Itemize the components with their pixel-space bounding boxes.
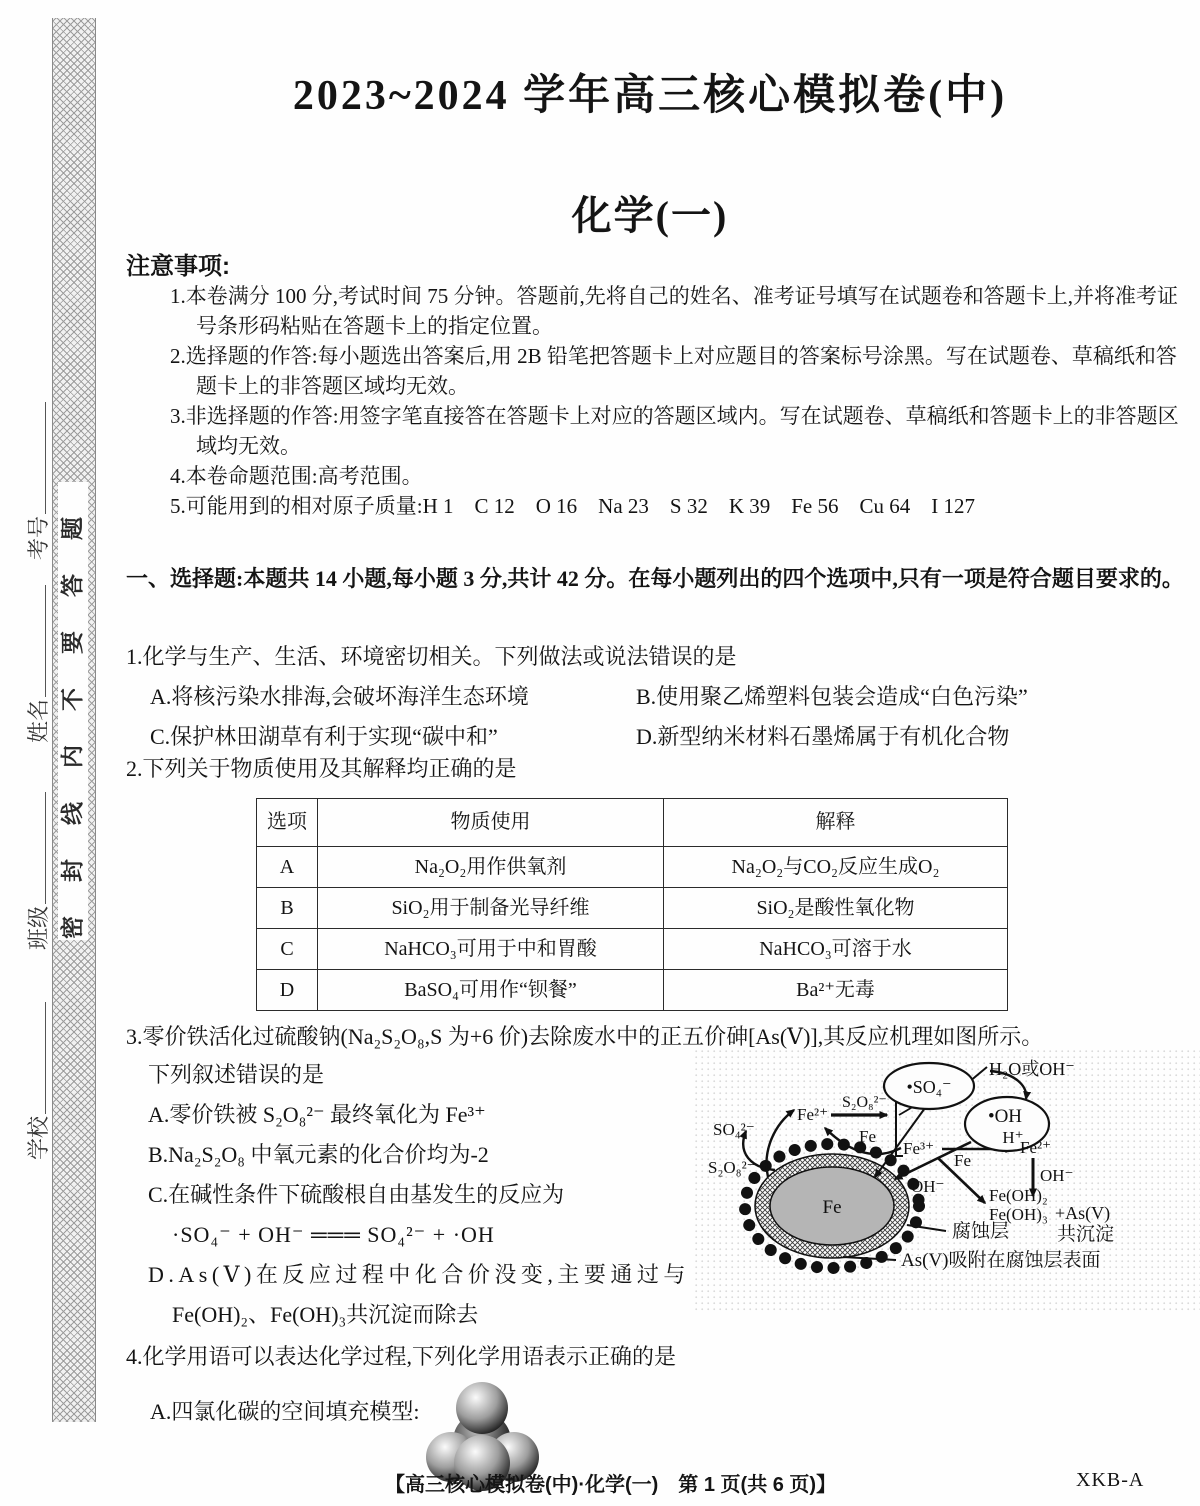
q2-row-c-usage: NaHCO₃可用于中和胃酸 [318, 929, 664, 970]
question-1 [126, 638, 1190, 755]
q2-row-d-usage: BaSO₄可用作“钡餐” [318, 970, 664, 1011]
exam-number-label: 考号 [26, 515, 51, 560]
table-row [257, 888, 1008, 929]
q2-row-b-option: B [257, 888, 318, 929]
table-row [257, 929, 1008, 970]
class-label: 班级 [26, 905, 51, 950]
q2-header-explanation: 解释 [664, 799, 1008, 847]
q4-stem: 4.化学用语可以表达化学过程,下列化学用语表示正确的是 [126, 1344, 677, 1369]
q2-row-c-explanation: NaHCO₃可溶于水 [664, 929, 1008, 970]
school-field [25, 990, 51, 1160]
asv-adsorbed-label: As(V)吸附在腐蚀层表面 [901, 1250, 1101, 1271]
class-blank-line [25, 792, 46, 904]
q2-table-header-row [257, 799, 1008, 847]
table-row [257, 847, 1008, 888]
q2-row-d-option: D [257, 970, 318, 1011]
q3-option-a: A.零价铁被 S₂O₈²⁻ 最终氧化为 Fe³⁺ [148, 1102, 486, 1127]
notice-heading: 注意事项: [126, 253, 230, 280]
feoh3-label: Fe(OH)₃ [989, 1205, 1048, 1224]
q1-option-b: B.使用聚乙烯塑料包装会造成“白色污染” [636, 684, 1028, 709]
notice-item-5: 5.可能用到的相对原子质量:H 1 C 12 O 16 Na 23 S 32 K 39 Fe 56 Cu 64 I 127 [170, 494, 976, 518]
fe-core-label: Fe [822, 1197, 842, 1218]
q2-row-b-explanation: SiO₂是酸性氧化物 [664, 888, 1008, 929]
name-label: 姓名 [26, 698, 51, 743]
q2-row-a-usage: Na₂O₂用作供氧剂 [318, 847, 664, 888]
footer-code: XKB-A [1076, 1469, 1145, 1491]
q3-option-d-line2: Fe(OH)₂、Fe(OH)₃共沉淀而除去 [172, 1302, 479, 1327]
q1-option-d: D.新型纳米材料石墨烯属于有机化合物 [636, 724, 1010, 749]
notice-item-1: 1.本卷满分 100 分,考试时间 75 分钟。答题前,先将自己的姓名、准考证号填写在试题卷和答题卡上,并将准考证号条形码粘贴在答题卡上的指定位置。 [170, 284, 1178, 338]
q3-option-b: B.Na₂S₂O₈ 中氧元素的化合价均为-2 [148, 1142, 489, 1167]
oh-radical-label: •OH [987, 1106, 1023, 1127]
class-field [25, 780, 51, 950]
seal-line-text: 密封线内不要答题 [58, 482, 88, 940]
q1-option-a: A.将核污染水排海,会破坏海洋生态环境 [150, 684, 529, 709]
s2o8-arrow-label: S₂O₈²⁻ [842, 1094, 887, 1111]
name-field [25, 573, 51, 743]
oh-right-label: OH⁻ [1040, 1166, 1074, 1185]
page-title: 2023~2024 学年高三核心模拟卷(中) [292, 73, 1008, 119]
fe-mid-arrow-label: Fe [954, 1151, 971, 1170]
fe2-left-label: Fe²⁺ [797, 1105, 829, 1124]
feoh2-label: Fe(OH)₂ [989, 1186, 1048, 1205]
q2-row-a-explanation: Na₂O₂与CO₂反应生成O₂ [664, 847, 1008, 888]
q3-option-d: D.As(Ⅴ)在反应过程中化合价没变,主要通过与 [148, 1262, 690, 1287]
q3-stem: 3.零价铁活化过硫酸钠(Na₂S₂O₈,S 为+6 价)去除废水中的正五价砷[As(Ⅴ)],其反应机理如图所示。 [126, 1024, 1044, 1049]
notice-item-4: 4.本卷命题范围:高考范围。 [170, 464, 423, 488]
q2-header-option: 选项 [257, 799, 318, 847]
school-blank-line [25, 1002, 46, 1114]
exam-number-field [25, 390, 51, 560]
q2-row-c-option: C [257, 929, 318, 970]
footer-page-info: 【高三核心模拟卷(中)·化学(一) 第 1 页(共 6 页)】 [385, 1474, 837, 1496]
so4-upper-left-label: SO₄²⁻ [713, 1120, 755, 1139]
fe2-right-label: Fe²⁺ [1020, 1138, 1052, 1157]
notice-item-2: 2.选择题的作答:每小题选出答案后,用 2B 铅笔把答题卡上对应题目的答案标号涂黑。写在试题卷、草稿纸和答题卡上的非答题区域均无效。 [170, 344, 1177, 398]
q2-row-d-explanation: Ba²⁺无毒 [664, 970, 1008, 1011]
h2o-or-oh-label: H₂O或OH⁻ [989, 1059, 1075, 1079]
notice-section [126, 246, 1190, 521]
name-blank-line [25, 585, 46, 697]
h-plus-label: H⁺ [1002, 1128, 1024, 1147]
q3-option-c-equation: ·SO₄⁻ + OH⁻ ═══ SO₄²⁻ + ·OH [172, 1222, 495, 1247]
corrosion-layer-label: 腐蚀层 [952, 1221, 1010, 1242]
section1-heading: 一、选择题:本题共 14 小题,每小题 3 分,共计 42 分。在每小题列出的四个选项中,只有一项是符合题目要求的。 [126, 566, 1184, 591]
q3-reaction-mechanism-diagram [695, 1050, 1200, 1312]
q2-header-usage: 物质使用 [318, 799, 664, 847]
chlorine-atom-top-sphere [456, 1382, 508, 1434]
s2o8-lower-left-label: S₂O₈²⁻ [708, 1158, 756, 1177]
oh-diagonal-label: OH⁻ [911, 1177, 945, 1196]
q3-option-c: C.在碱性条件下硫酸根自由基发生的反应为 [148, 1182, 565, 1207]
fe-curved-arrow-label: Fe [859, 1127, 876, 1146]
coprecipitation-label: 共沉淀 [1057, 1224, 1115, 1245]
q1-option-c: C.保护林田湖草有利于实现“碳中和” [150, 724, 498, 749]
exam-number-blank-line [25, 402, 46, 514]
question-2 [126, 750, 1190, 1011]
q4-option-a-label: A.四氯化碳的空间填充模型: [150, 1399, 420, 1424]
q2-table [256, 798, 1008, 1011]
table-row [257, 970, 1008, 1011]
q2-row-a-option: A [257, 847, 318, 888]
plus-asv-label: +As(V) [1055, 1203, 1111, 1223]
subject-title: 化学(一) [571, 193, 729, 238]
q2-row-b-usage: SiO₂用于制备光导纤维 [318, 888, 664, 929]
school-label: 学校 [26, 1115, 51, 1160]
q2-stem: 2.下列关于物质使用及其解释均正确的是 [126, 756, 517, 781]
so4-radical-label: •SO₄⁻ [906, 1077, 952, 1097]
q3-stem-line2: 下列叙述错误的是 [148, 1062, 325, 1087]
notice-item-3: 3.非选择题的作答:用签字笔直接答在答题卡上对应的答题区域内。写在试题卷、草稿纸和答题卡上的非答题区域均无效。 [170, 404, 1179, 458]
q1-stem: 1.化学与生产、生活、环境密切相关。下列做法或说法错误的是 [126, 644, 737, 669]
fe3-label: Fe³⁺ [903, 1139, 935, 1158]
